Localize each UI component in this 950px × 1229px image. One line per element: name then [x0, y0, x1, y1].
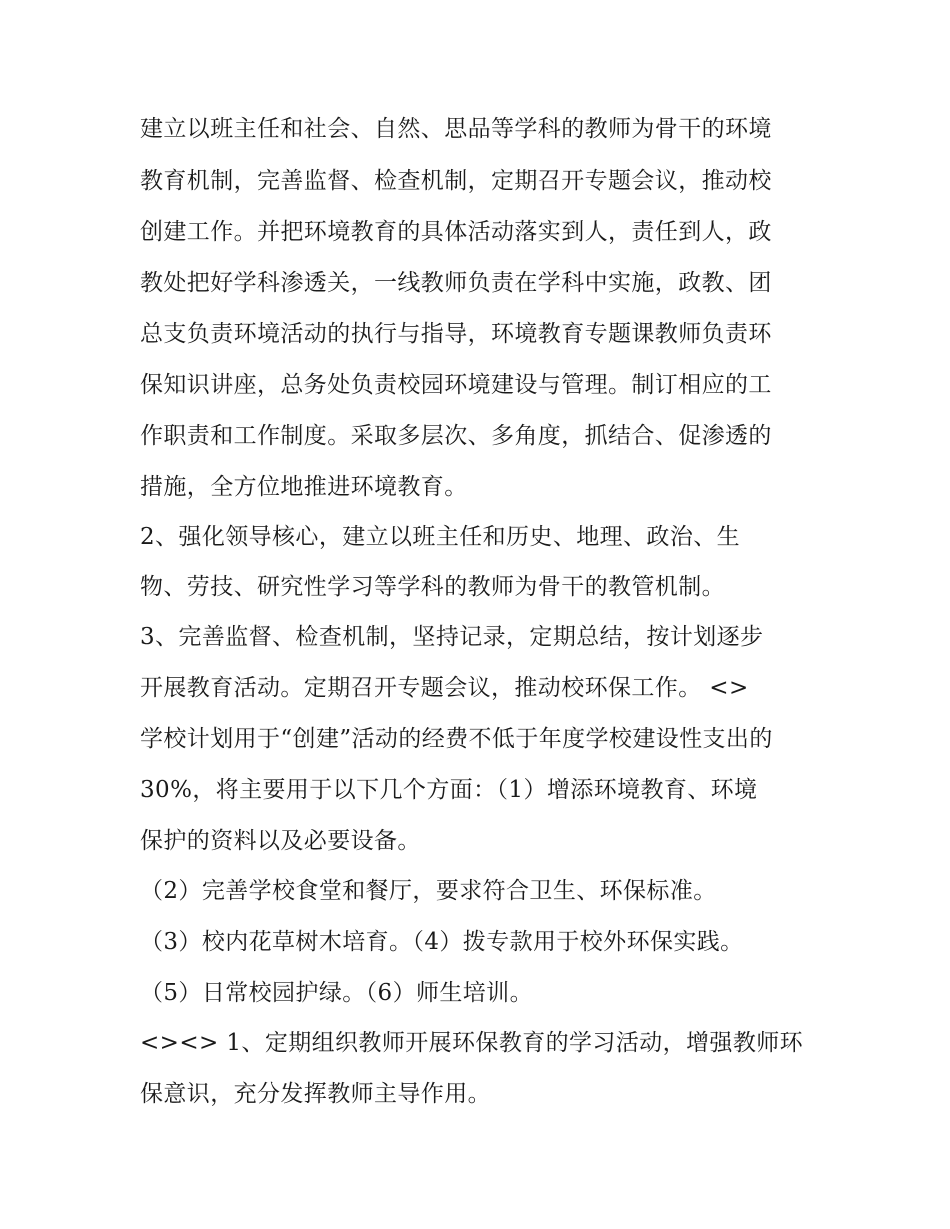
- text-line: 教处把好学科渗透关，一线教师负责在学科中实施，政教、团: [140, 270, 772, 296]
- text-line: 措施，全方位地推进环境教育。: [140, 474, 468, 500]
- text-line: （5）日常校园护绿。（6）师生培训。: [140, 980, 533, 1006]
- text-line: 保知识讲座，总务处负责校园环境建设与管理。制订相应的工: [140, 372, 772, 398]
- text-line: 作职责和工作制度。采取多层次、多角度，抓结合、促渗透的: [140, 423, 772, 449]
- text-line: 保意识，充分发挥教师主导作用。: [140, 1081, 491, 1107]
- text-line: 保护的资料以及必要设备。: [140, 828, 421, 854]
- text-line: 开展教育活动。定期召开专题会议，推动校环保工作。 <>: [140, 675, 749, 701]
- text-line: （2）完善学校食堂和餐厅，要求符合卫生、环保标准。: [140, 878, 717, 904]
- text-line: 教育机制，完善监督、检查机制，定期召开专题会议，推动校: [140, 168, 772, 194]
- text-line: 物、劳技、研究性学习等学科的教师为骨干的教管机制。: [140, 574, 725, 600]
- text-line: 学校计划用于“创建”活动的经费不低于年度学校建设性支出的: [140, 726, 773, 752]
- text-line: （3）校内花草树木培育。（4）拨专款用于校外环保实践。: [140, 929, 744, 955]
- text-line: 2、强化领导核心，建立以班主任和历史、地理、政治、生: [140, 524, 741, 550]
- text-line: 建立以班主任和社会、自然、思品等学科的教师为骨干的环境: [140, 116, 772, 142]
- text-line: 3、完善监督、检查机制，坚持记录，定期总结，按计划逐步: [140, 624, 764, 650]
- text-line: 总支负责环境活动的执行与指导，环境教育专题课教师负责环: [140, 321, 772, 347]
- text-line: 创建工作。并把环境教育的具体活动落实到人，责任到人，政: [140, 219, 772, 245]
- text-line: <><> 1、定期组织教师开展环保教育的学习活动，增强教师环: [140, 1030, 804, 1056]
- text-line: 30%，将主要用于以下几个方面：（1）增添环境教育、环境: [140, 777, 758, 803]
